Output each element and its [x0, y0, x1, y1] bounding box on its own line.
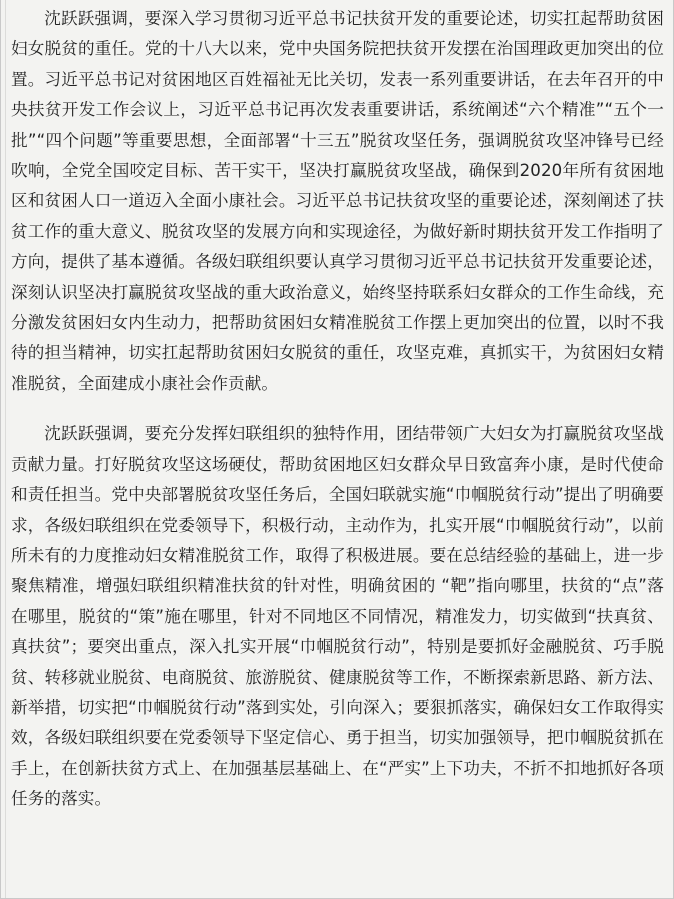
article-body: [11, 0, 664, 815]
article-paragraph-2: 沈跃跃强调，要充分发挥妇联组织的独特作用，团结带领广大妇女为打赢脱贫攻坚战贡献力量。打好脱贫攻坚这场硬仗，帮助贫困地区妇女群众早日致富奔小康，是时代使命和责任担当。党中央部署脱贫攻坚任务后，全国妇联就实施“巾帼脱贫行动”提出了明确要求，各级妇联组织在党委领导下，积极行动，主动作为，扎实开展“巾帼脱贫行动”，以前所未有的力度推动妇女精准脱贫工作，取得了积极进展。要在总结经验的基础上，进一步聚焦精准，增强妇联组织精准扶贫的针对性，明确贫困的 “靶”指向哪里，扶贫的“点”落在哪里，脱贫的“策”施在哪里，针对不同地区不同情况，精准发力，切实做到“扶真贫、真扶贫”；要突出重点，深入扎实开展“巾帼脱贫行动”，特别是要抓好金融脱贫、巧手脱贫、转移就业脱贫、电商脱贫、旅游脱贫、健康脱贫等工作，不断探索新思路、新方法、新举措，切实把“巾帼脱贫行动”落到实处，引向深入；要狠抓落实，确保妇女工作取得实效，各级妇联组织要在党委领导下坚定信心、勇于担当，切实加强领导，把巾帼脱贫抓在手上，在创新扶贫方式上、在加强基层基础上、在“严实”上下功夫，不折不扣地抓好各项任务的落实。: [11, 424, 664, 809]
article-paragraph-1: 沈跃跃强调，要深入学习贯彻习近平总书记扶贫开发的重要论述，切实扛起帮助贫困妇女脱贫的重任。党的十八大以来，党中央国务院把扶贫开发摆在治国理政更加突出的位置。习近平总书记对贫困地区百姓福祉无比关切，发表一系列重要讲话，在去年召开的中央扶贫开发工作会议上，习近平总书记再次发表重要讲话，系统阐述“六个精准”“五个一批”“四个问题”等重要思想，全面部署“十三五”脱贫攻坚任务，强调脱贫攻坚冲锋号已经吹响，全党全国咬定目标、苦干实干，坚决打赢脱贫攻坚战，确保到2020年所有贫困地区和贫困人口一道迈入全面小康社会。习近平总书记扶贫攻坚的重要论述，深刻阐述了扶贫工作的重大意义、脱贫攻坚的发展方向和实现途径，为做好新时期扶贫开发工作指明了方向，提供了基本遵循。各级妇联组织要认真学习贯彻习近平总书记扶贫开发重要论述，深刻认识坚决打赢脱贫攻坚战的重大政治意义，始终坚持联系妇女群众的工作生命线，充分激发贫困妇女内生动力，把帮助贫困妇女精准脱贫工作摆上更加突出的位置，以时不我待的担当精神，切实扛起帮助贫困妇女脱贫的重任，攻坚克难，真抓实干，为贫困妇女精准脱贫，全面建成小康社会作贡献。: [11, 9, 664, 393]
